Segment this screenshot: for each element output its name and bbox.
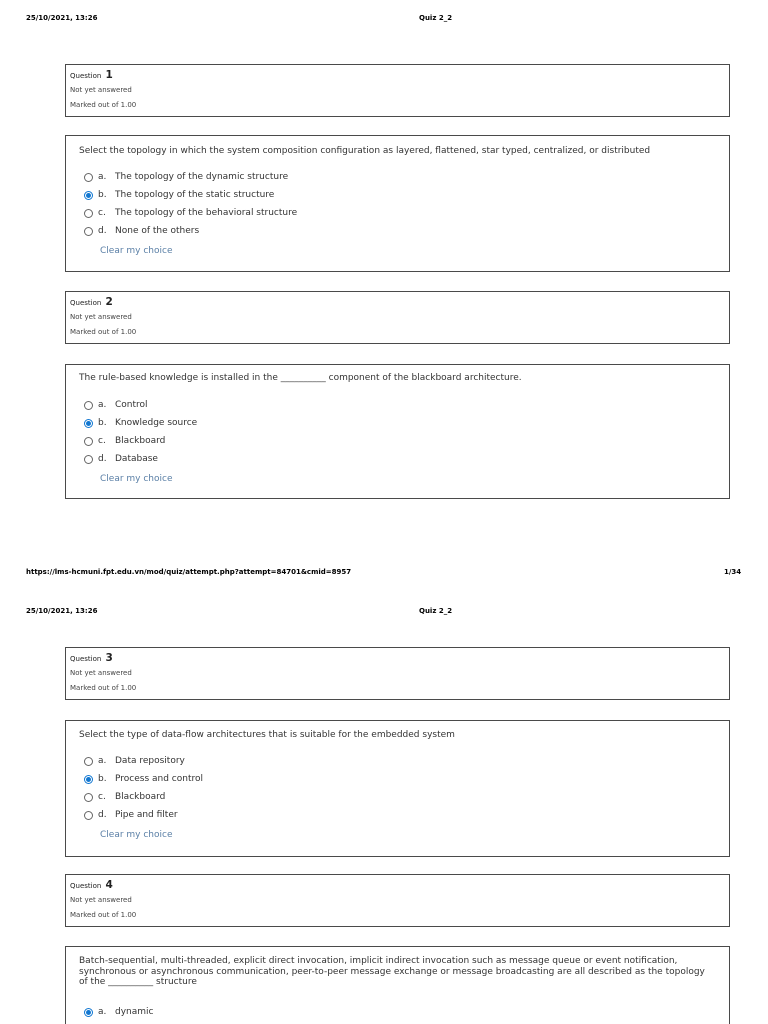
option-letter: d. <box>98 454 107 464</box>
print-url: https://lms-hcmuni.fpt.edu.vn/mod/quiz/attempt.php?attempt=84701&cmid=8957 <box>26 568 352 576</box>
radio-button-checked[interactable] <box>84 775 93 784</box>
question-grade: Marked out of 1.00 <box>70 911 137 919</box>
question-content-2 <box>65 364 730 499</box>
question-text: Batch-sequential, multi-threaded, explicit direct invocation, implicit indirect invocation such as message queue or event notification, synchronous or asynchronous communication, peer-to-peer message exchange or message broadcasting are all described as the topology of the __________ structure <box>79 956 705 987</box>
radio-button[interactable] <box>84 209 93 218</box>
option-text: Process and control <box>115 774 203 784</box>
question-number-row <box>70 651 725 666</box>
question-state: Not yet answered <box>70 669 132 677</box>
option-letter: c. <box>98 436 106 446</box>
question-label: Question <box>70 882 102 890</box>
option-letter: a. <box>98 756 107 766</box>
option-text: Blackboard <box>115 792 166 802</box>
answer-option-c[interactable] <box>84 791 165 803</box>
answer-option-b[interactable] <box>84 189 274 201</box>
option-letter: a. <box>98 400 107 410</box>
question-info-1 <box>65 64 730 117</box>
option-text: None of the others <box>115 226 200 236</box>
print-datetime: 25/10/2021, 13:26 <box>26 14 98 22</box>
print-datetime: 25/10/2021, 13:26 <box>26 607 98 615</box>
option-text: Database <box>115 454 158 464</box>
option-letter: c. <box>98 792 106 802</box>
radio-button[interactable] <box>84 455 93 464</box>
option-letter: c. <box>98 208 106 218</box>
question-number: 4 <box>105 879 113 891</box>
option-text: The topology of the behavioral structure <box>115 208 298 218</box>
radio-button-checked[interactable] <box>84 191 93 200</box>
question-label: Question <box>70 72 102 80</box>
question-label: Question <box>70 655 102 663</box>
answer-option-b[interactable] <box>84 773 203 785</box>
option-letter: b. <box>98 418 107 428</box>
option-text: Control <box>115 400 148 410</box>
clear-choice-link[interactable]: Clear my choice <box>100 246 173 256</box>
option-text: Data repository <box>115 756 185 766</box>
option-text: Knowledge source <box>115 418 198 428</box>
question-text: Select the topology in which the system composition configuration as layered, flattened, star typed, centralized, or distributed <box>79 146 651 156</box>
option-text: The topology of the dynamic structure <box>115 172 289 182</box>
option-letter: d. <box>98 226 107 236</box>
question-info-3 <box>65 647 730 700</box>
question-state: Not yet answered <box>70 86 132 94</box>
radio-button[interactable] <box>84 757 93 766</box>
option-letter: a. <box>98 172 107 182</box>
question-text: The rule-based knowledge is installed in the __________ component of the blackboard architecture. <box>79 373 522 383</box>
question-number-row <box>70 295 725 310</box>
answer-option-d[interactable] <box>84 453 158 465</box>
question-info-2 <box>65 291 730 344</box>
radio-button[interactable] <box>84 173 93 182</box>
clear-choice-link[interactable]: Clear my choice <box>100 830 173 840</box>
option-letter: b. <box>98 190 107 200</box>
print-title: Quiz 2_2 <box>419 14 453 22</box>
answer-option-a[interactable] <box>84 1006 153 1018</box>
question-number-row <box>70 68 725 83</box>
question-number: 2 <box>105 296 113 308</box>
question-text: Select the type of data-flow architectures that is suitable for the embedded system <box>79 730 455 740</box>
radio-button-checked[interactable] <box>84 419 93 428</box>
print-title: Quiz 2_2 <box>419 607 453 615</box>
radio-button[interactable] <box>84 401 93 410</box>
option-letter: a. <box>98 1007 107 1017</box>
question-grade: Marked out of 1.00 <box>70 328 137 336</box>
radio-button[interactable] <box>84 811 93 820</box>
option-letter: b. <box>98 774 107 784</box>
radio-button[interactable] <box>84 793 93 802</box>
question-number: 1 <box>105 69 113 81</box>
question-content-4 <box>65 946 730 1024</box>
question-content-3 <box>65 720 730 857</box>
question-state: Not yet answered <box>70 313 132 321</box>
option-text: dynamic <box>115 1007 154 1017</box>
answer-option-c[interactable] <box>84 435 165 447</box>
option-text: Pipe and filter <box>115 810 178 820</box>
print-page-number: 1/34 <box>724 568 742 576</box>
option-letter: d. <box>98 810 107 820</box>
option-text: The topology of the static structure <box>115 190 275 200</box>
question-number-row <box>70 878 725 893</box>
answer-option-b[interactable] <box>84 417 197 429</box>
radio-button[interactable] <box>84 437 93 446</box>
answer-option-a[interactable] <box>84 399 148 411</box>
question-grade: Marked out of 1.00 <box>70 101 137 109</box>
answer-option-c[interactable] <box>84 207 297 219</box>
clear-choice-link[interactable]: Clear my choice <box>100 474 173 484</box>
question-state: Not yet answered <box>70 896 132 904</box>
question-info-4 <box>65 874 730 927</box>
answer-option-d[interactable] <box>84 809 178 821</box>
question-number: 3 <box>105 652 113 664</box>
option-text: Blackboard <box>115 436 166 446</box>
question-content-1 <box>65 135 730 272</box>
answer-option-a[interactable] <box>84 171 288 183</box>
radio-button-checked[interactable] <box>84 1008 93 1017</box>
radio-button[interactable] <box>84 227 93 236</box>
answer-option-a[interactable] <box>84 755 185 767</box>
answer-option-d[interactable] <box>84 225 199 237</box>
question-grade: Marked out of 1.00 <box>70 684 137 692</box>
question-label: Question <box>70 299 102 307</box>
